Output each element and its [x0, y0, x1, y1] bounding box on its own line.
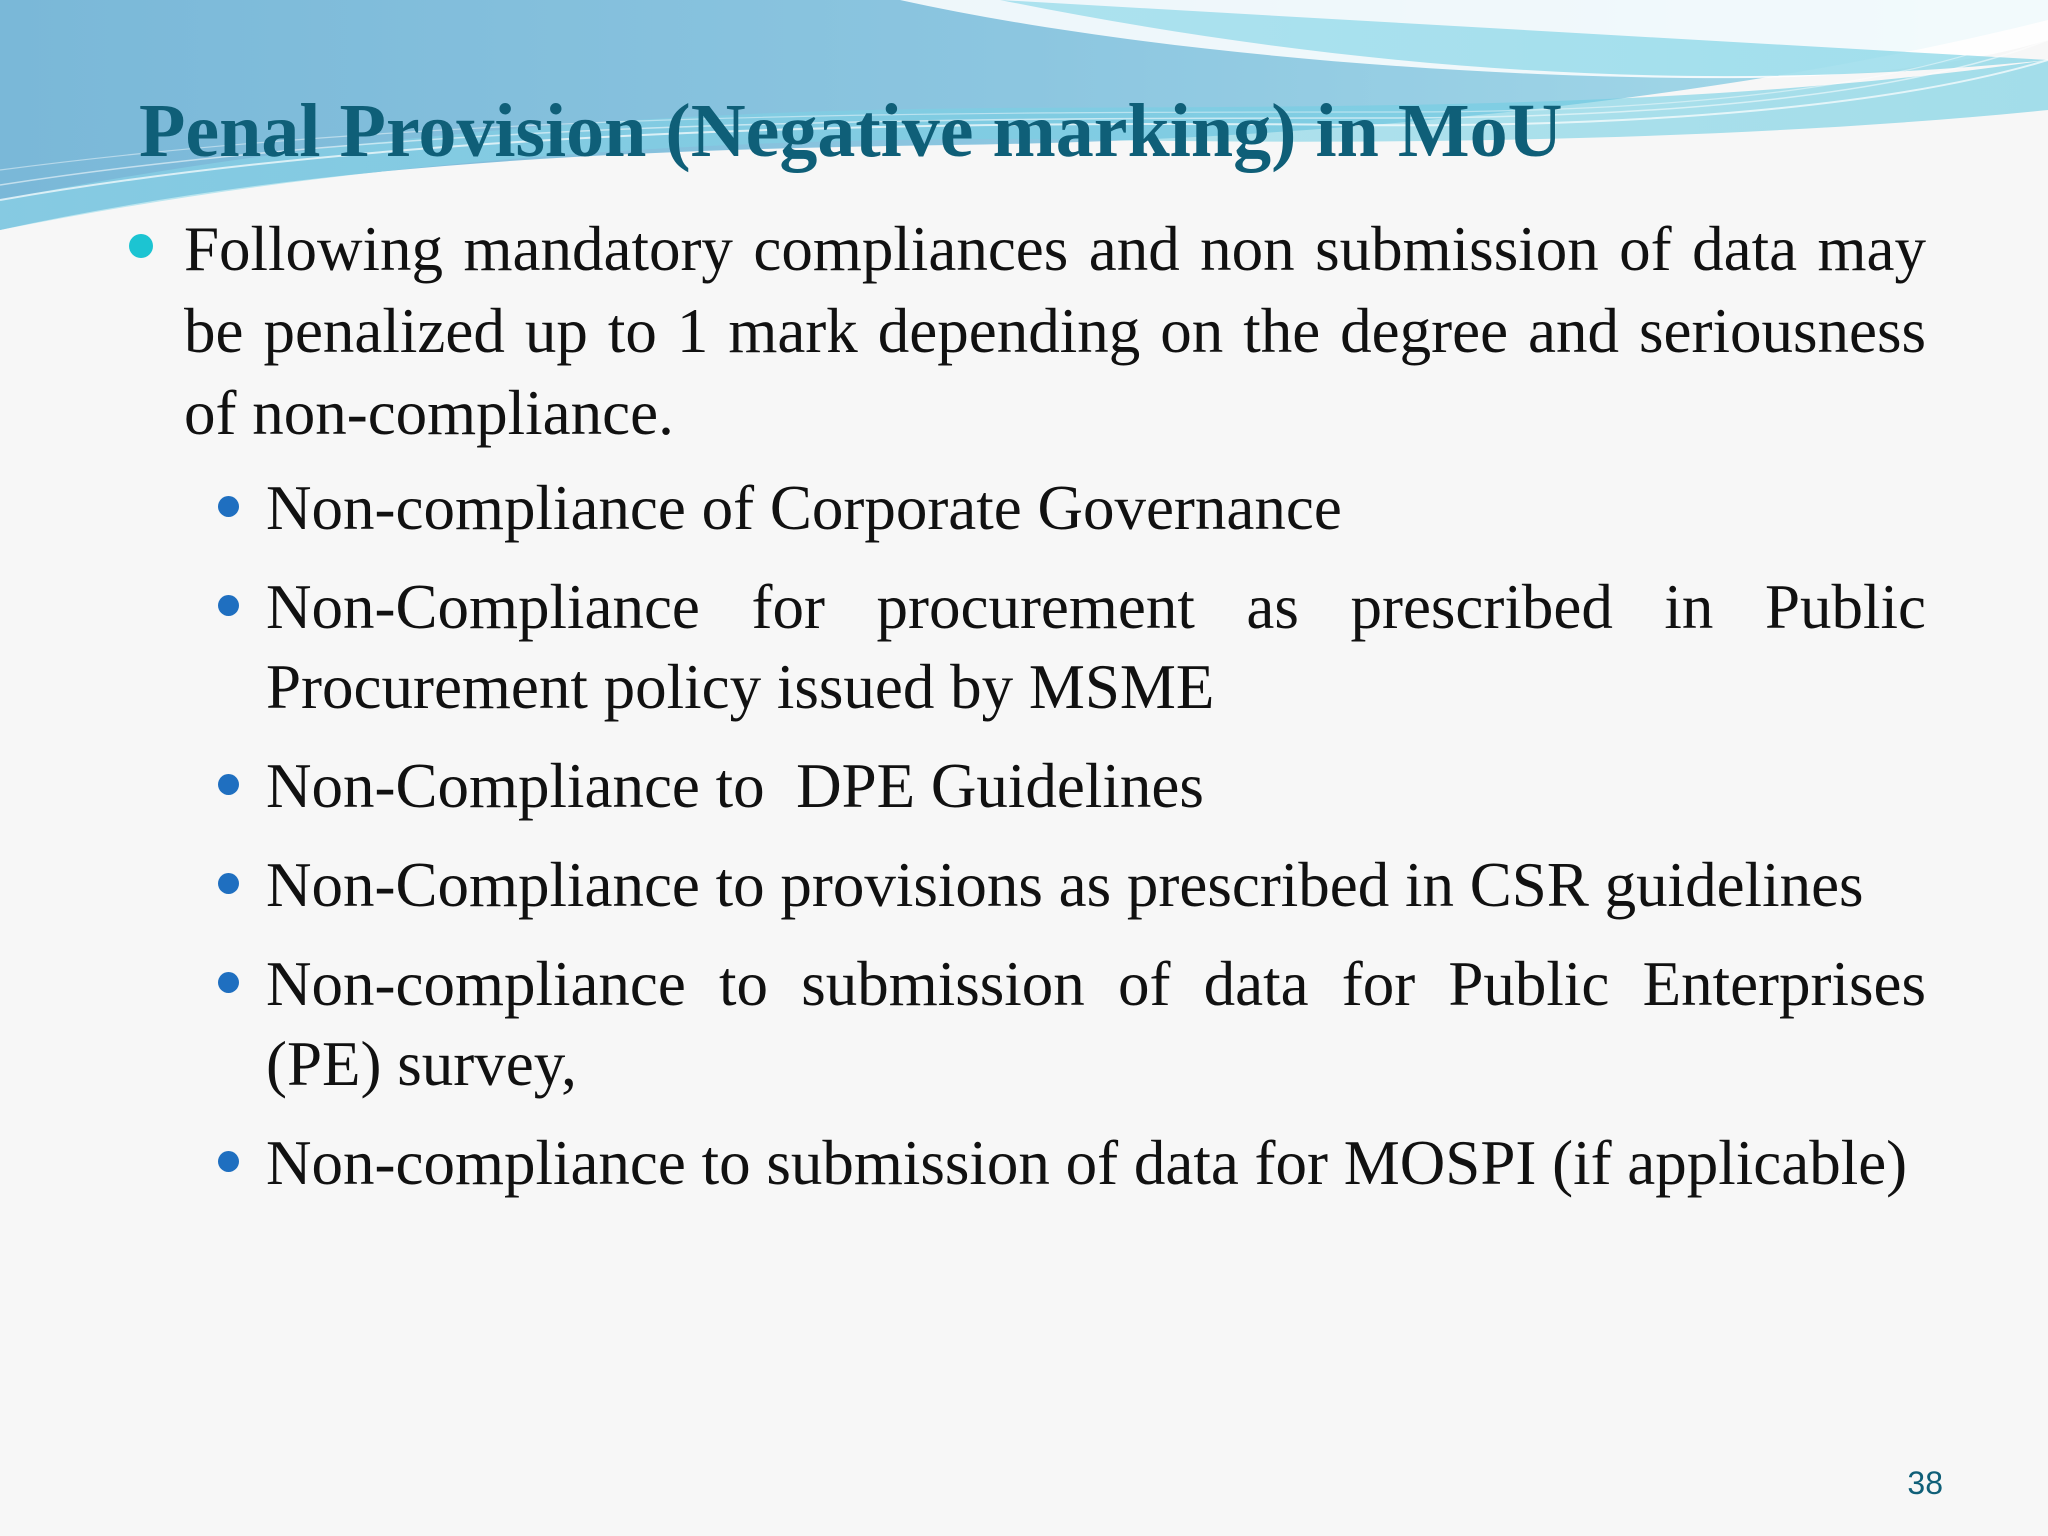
sub-bullet-text: Non-compliance to submission of data for MOSPI (if applicable) [266, 1128, 1908, 1198]
page-number: 38 [1907, 1465, 1943, 1501]
main-bullet-item [184, 208, 1926, 1203]
sub-bullet-text: Non-Compliance for procurement as prescribed in Public Procurement policy issued by MSME [266, 572, 1926, 722]
bullet-dot-icon [218, 1151, 239, 1172]
sub-bullet-text: Non-compliance of Corporate Governance [266, 473, 1342, 543]
sub-bullet-text: Non-compliance to submission of data for Public Enterprises (PE) survey, [266, 949, 1926, 1099]
sub-bullet-text: Non-Compliance to DPE Guidelines [266, 751, 1204, 821]
bullet-dot-icon [218, 595, 239, 616]
bullet-dot-icon [218, 774, 239, 795]
content-list [184, 208, 1926, 1222]
sub-bullet-item [266, 746, 1926, 826]
sub-bullet-item [266, 468, 1926, 548]
sub-bullet-item [266, 845, 1926, 925]
sub-bullet-item [266, 567, 1926, 727]
slide-title: Penal Provision (Negative marking) in MoU [139, 89, 1563, 173]
bullet-dot-icon [129, 234, 153, 258]
intro-text: Following mandatory compliances and non submission of data may be penalized up to 1 mark depending on the degree and seriousness of non-compliance. [184, 214, 1926, 448]
sub-bullet-item [266, 944, 1926, 1104]
sub-bullet-item [266, 1123, 1926, 1203]
bullet-dot-icon [218, 496, 239, 517]
sub-bullet-list [184, 468, 1926, 1203]
bullet-dot-icon [218, 972, 239, 993]
sub-bullet-text: Non-Compliance to provisions as prescribed in CSR guidelines [266, 850, 1864, 920]
bullet-dot-icon [218, 873, 239, 894]
